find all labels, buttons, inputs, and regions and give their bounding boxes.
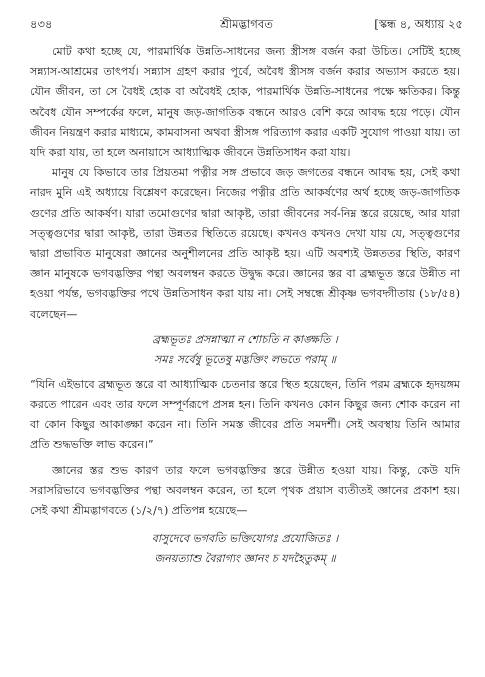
sanskrit-verse [30, 330, 460, 370]
verse-line: সমঃ সর্বেষু ভূতেষু মদ্ভক্তিং লভতে পরাম্ ॥ [154, 352, 336, 366]
page-number: ৪৩৪ [30, 17, 53, 31]
paragraph: মোট কথা হচ্ছে যে, পারমার্থিক উন্নতি-সাধনের জন্য স্ত্রীসঙ্গ বর্জন করা উচিত। সেটিই হচ্ছে সন্ন্যাস-আশ্রমের তাৎপর্য। সন্ন্যাস গ্রহণ করার পূর্বে, অবৈধ স্ত্রীসঙ্গ বর্জন করার অভ্যাস করতে হয়। যৌন জীবন, তা সে বৈধই হোক বা অবৈধই হোক, পারমার্থিক উন্নতি-সাধনের পক্ষে ক্ষতিকর। কিন্তু অবৈধ যৌন সম্পর্কের ফলে, মানুষ জড়-জাগতিক বন্ধনে আরও বেশি করে আবদ্ধ হয়ে পড়ে। যৌন জীবন নিয়ন্ত্রণ করার মাধ্যমে, কামবাসনা অথবা স্ত্রীসঙ্গ পরিত্যাগ করার একটি সুযোগ পাওয়া যায়। তা যদি করা যায়, তা হলে অনায়াসে আধ্যাত্মিক জীবনে উন্নতিসাধন করা যায়। [30, 45, 460, 160]
verse-translation: “যিনি এইভাবে ব্রহ্মভূত স্তরে বা আধ্যাত্মিক চেতনার স্তরে স্থিত হয়েছেন, তিনি পরম ব্রহ্মকে হৃদয়ঙ্গম করতে পারেন এবং তার ফলে সম্পূর্ণরূপে প্রসন্ন হন। তিনি কখনও কোন কিছুর জন্য শোক করেন না বা কোন কিছুর আকাঙ্ক্ষা করেন না। তিনি সমস্ত জীবের প্রতি সমদর্শী। সেই অবস্থায় তিনি আমার প্রতি শুদ্ধভক্তি লাভ করেন।” [30, 377, 460, 452]
chapter-reference: [স্কন্ধ ৪, অধ্যায় ২৫ [374, 17, 463, 31]
book-title: শ্রীমদ্ভাগবত [220, 17, 273, 31]
verse-line: বাসুদেবে ভগবতি ভক্তিযোগঃ প্রযোজিতঃ । [151, 532, 339, 546]
verse-line: ব্রহ্মভূতঃ প্রসন্নাত্মা ন শোচতি ন কাঙ্ক্ষতি । [152, 332, 338, 346]
paragraph: জ্ঞানের স্তর শুভ কারণ তার ফলে ভগবদ্ভক্তির স্তরে উন্নীত হওয়া যায়। কিন্তু, কেউ যদি সরাসরিভাবে ভগবদ্ভক্তির পন্থা অবলম্বন করেন, তা হলে পৃথক প্রয়াস ব্যতীতই জ্ঞানের প্রকাশ হয়। সেই কথা শ্রীমদ্ভাগবতে (১/২/৭) প্রতিপন্ন হয়েছে— [30, 463, 460, 518]
page-body [30, 42, 460, 569]
paragraph: মানুষ যে কিভাবে তার প্রিয়তমা পত্নীর সঙ্গ প্রভাবে জড় জগতের বন্ধনে আবদ্ধ হয়, সেই কথা নারদ মুনি এই অধ্যায়ে বিশ্লেষণ করেছেন। নিজের পত্নীর প্রতি আকর্ষণের অর্থ হচ্ছে জড়-জাগতিক গুণের প্রতি আকর্ষণ। যারা তমোগুণের দ্বারা আকৃষ্ট, তারা জীবনের সর্ব-নিম্ন স্তরে রয়েছে, আর যারা সত্ত্বগুণের দ্বারা আকৃষ্ট, তারা উন্নতর স্থিতিতে রয়েছে। কখনও কখনও দেখা যায় যে, সত্ত্বগুণের দ্বারা প্রভাবিত মানুষেরা জ্ঞানের অনুশীলনের প্রতি আকৃষ্ট হয়। এটি অবশ্যই উন্নততর স্থিতি, কারণ জ্ঞান মানুষকে ভগবদ্ভক্তির পন্থা অবলম্বন করতে উদ্বুদ্ধ করে। জ্ঞানের স্তর বা ব্রহ্মভূত স্তরে উন্নীত না হওয়া পর্যন্ত, ভগবদ্ভক্তির পথে উন্নতিসাধন করা যায় না। সেই সম্বন্ধে শ্রীকৃষ্ণ ভগবদ্গীতায় (১৮/৫৪) বলেছেন— [30, 166, 461, 321]
sanskrit-verse [30, 529, 460, 569]
verse-line: জনয়ত্যাশু বৈরাগ্যং জ্ঞানং চ যদহৈতুকম্ ॥ [154, 552, 336, 566]
running-header [30, 16, 463, 34]
